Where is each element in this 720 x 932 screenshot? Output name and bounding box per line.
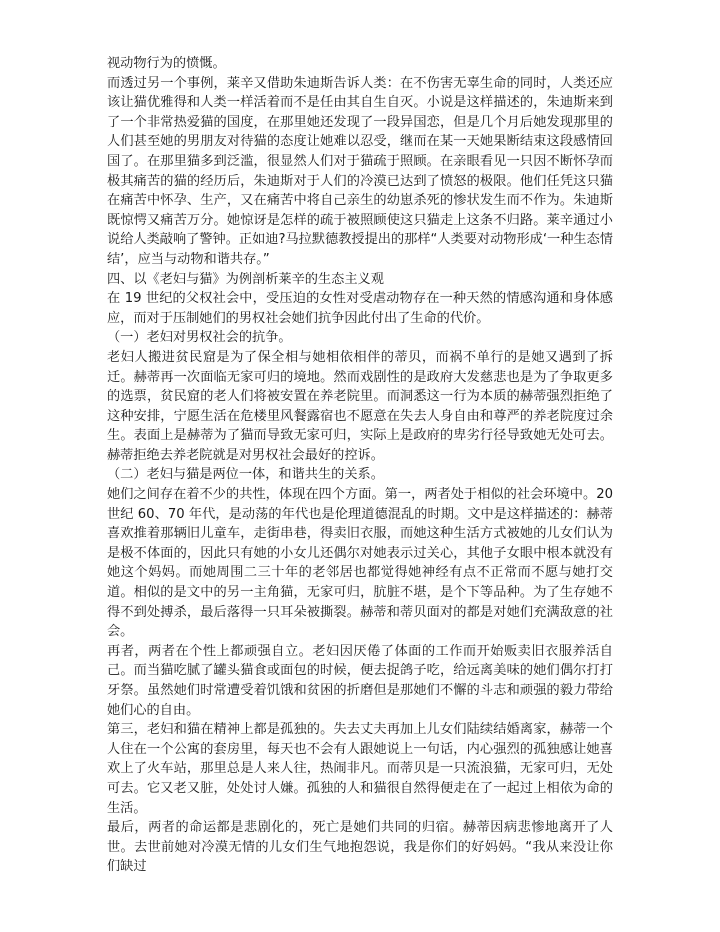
paragraph-commonality-second: 再者，两者在个性上都顽强自立。老妇因厌倦了体面的工作而开始贩卖旧衣服养活自己。而当猫吃腻了罐头猫食或面包的时候，便去捉鸽子吃，给远离美味的她们偶尔打打牙祭。虽然她们时常遭受着饥饿和贫困的折磨但是那她们不懈的斗志和顽强的毅力带给她们心的自由。 [107,643,613,718]
paragraph-resistance: 老妇人搬进贫民窟是为了保全相与她相依相伴的蒂贝，而祸不单行的是她又遇到了拆迁。赫蒂再一次面临无家可归的境地。然而戏剧性的是政府大发慈悲也是为了争取更多的选票，贫民窟的老人们将被安置在养老院里。而洞悉这一行为本质的赫蒂强烈拒绝了这种安排，宁愿生活在危楼里风餐露宿也不愿意在失去人身自由和尊严的养老院度过余生。表面上是赫蒂为了猫而导致无家可归，实际上是政府的卑劣行径导致她无处可去。赫蒂拒绝去养老院就是对男权社会最好的控诉。 [107,349,613,463]
paragraph-commonality-last: 最后，两者的命运都是悲剧化的，死亡是她们共同的归宿。赫蒂因病悲惨地离开了人世。去世前她对冷漠无情的儿女们生气地抱怨说，我是你们的好妈妈。“我从来没让你们缺过 [107,820,613,875]
paragraph-judith-example: 而透过另一个事例，莱辛又借助朱迪斯告诉人类：在不伤害无辜生命的同时，人类还应该让猫优雅得和人类一样活着而不是任由其自生自灭。小说是这样描述的，朱迪斯来到了一个非常热爱猫的国度，在那里她还发现了一段异国恋，但是几个月后她发现那里的人们甚至她的男朋友对待猫的态度让她难以忍受，继而在某一天她果断结束这段感情回国了。在那里猫多到泛滥，很显然人们对于猫疏于照顾。在亲眼看见一只因不断怀孕而极其痛苦的猫的经历后，朱迪斯对于人们的冷漠已达到了愤怒的极限。他们任凭这只猫在痛苦中怀孕、生产，又在痛苦中将自己亲生的幼崽杀死的惨状发生而不作为。朱迪斯既惊愕又痛苦万分。她惊讶是怎样的疏于被照顾使这只猫走上这条不归路。莱辛通过小说给人类敲响了警钟。正如迪?马拉默德教授提出的那样“人类要对动物形成‘一种生态情结’，应当与动物和谐共存。” [107,75,613,267]
paragraph-continuation: 视动物行为的愤慨。 [107,56,226,71]
document-page [107,54,613,877]
subheading-2: （二）老妇与猫是两位一体，和谐共生的关系。 [107,467,384,483]
section-heading-4: 四、以《老妇与猫》为例剖析莱辛的生态主义观 [107,271,384,287]
paragraph-commonality-first: 她们之间存在着不少的共性，体现在四个方面。第一，两者处于相似的社会环境中。20 世纪 60、70 年代，是动荡的年代也是伦理道德混乱的时期。文中是这样描述的：赫蒂喜欢推着那辆旧儿童车，走街串巷，得卖旧衣服，而她这种生活方式被她的儿女们认为是极不体面的，因此只有她的小女儿还偶尔对她表示过关心，其他子女眼中根本就没有她这个妈妈。而她周围二三十年的老邻居也都觉得她神经有点不正常而不愿与她打交道。相似的是文中的另一主角猫，无家可归，肮脏不堪，是个下等品种。为了生存她不得不到处搏杀，最后落得一只耳朵被撕裂。赫蒂和蒂贝面对的都是对她们充满敌意的社会。 [107,487,613,640]
paragraph-commonality-third: 第三，老妇和猫在精神上都是孤独的。失去丈夫再加上儿女们陆续结婚离家，赫蒂一个人住在一个公寓的套房里，每天也不会有人跟她说上一句话，内心强烈的孤独感让她喜欢上了火车站，那里总是人来人往，热闹非凡。而蒂贝是一只流浪猫，无家可归，无处可去。它又老又脏，处处讨人嫌。孤独的人和猫很自然得便走在了一起过上相依为命的生活。 [107,722,613,816]
paragraph-patriarchy-intro: 在 19 世纪的父权社会中，受压迫的女性对受虐动物存在一种天然的情感沟通和身体感应，而对于压制她们的男权社会她们抗争因此付出了生命的代价。 [107,291,613,326]
subheading-1: （一）老妇对男权社会的抗争。 [107,330,292,346]
